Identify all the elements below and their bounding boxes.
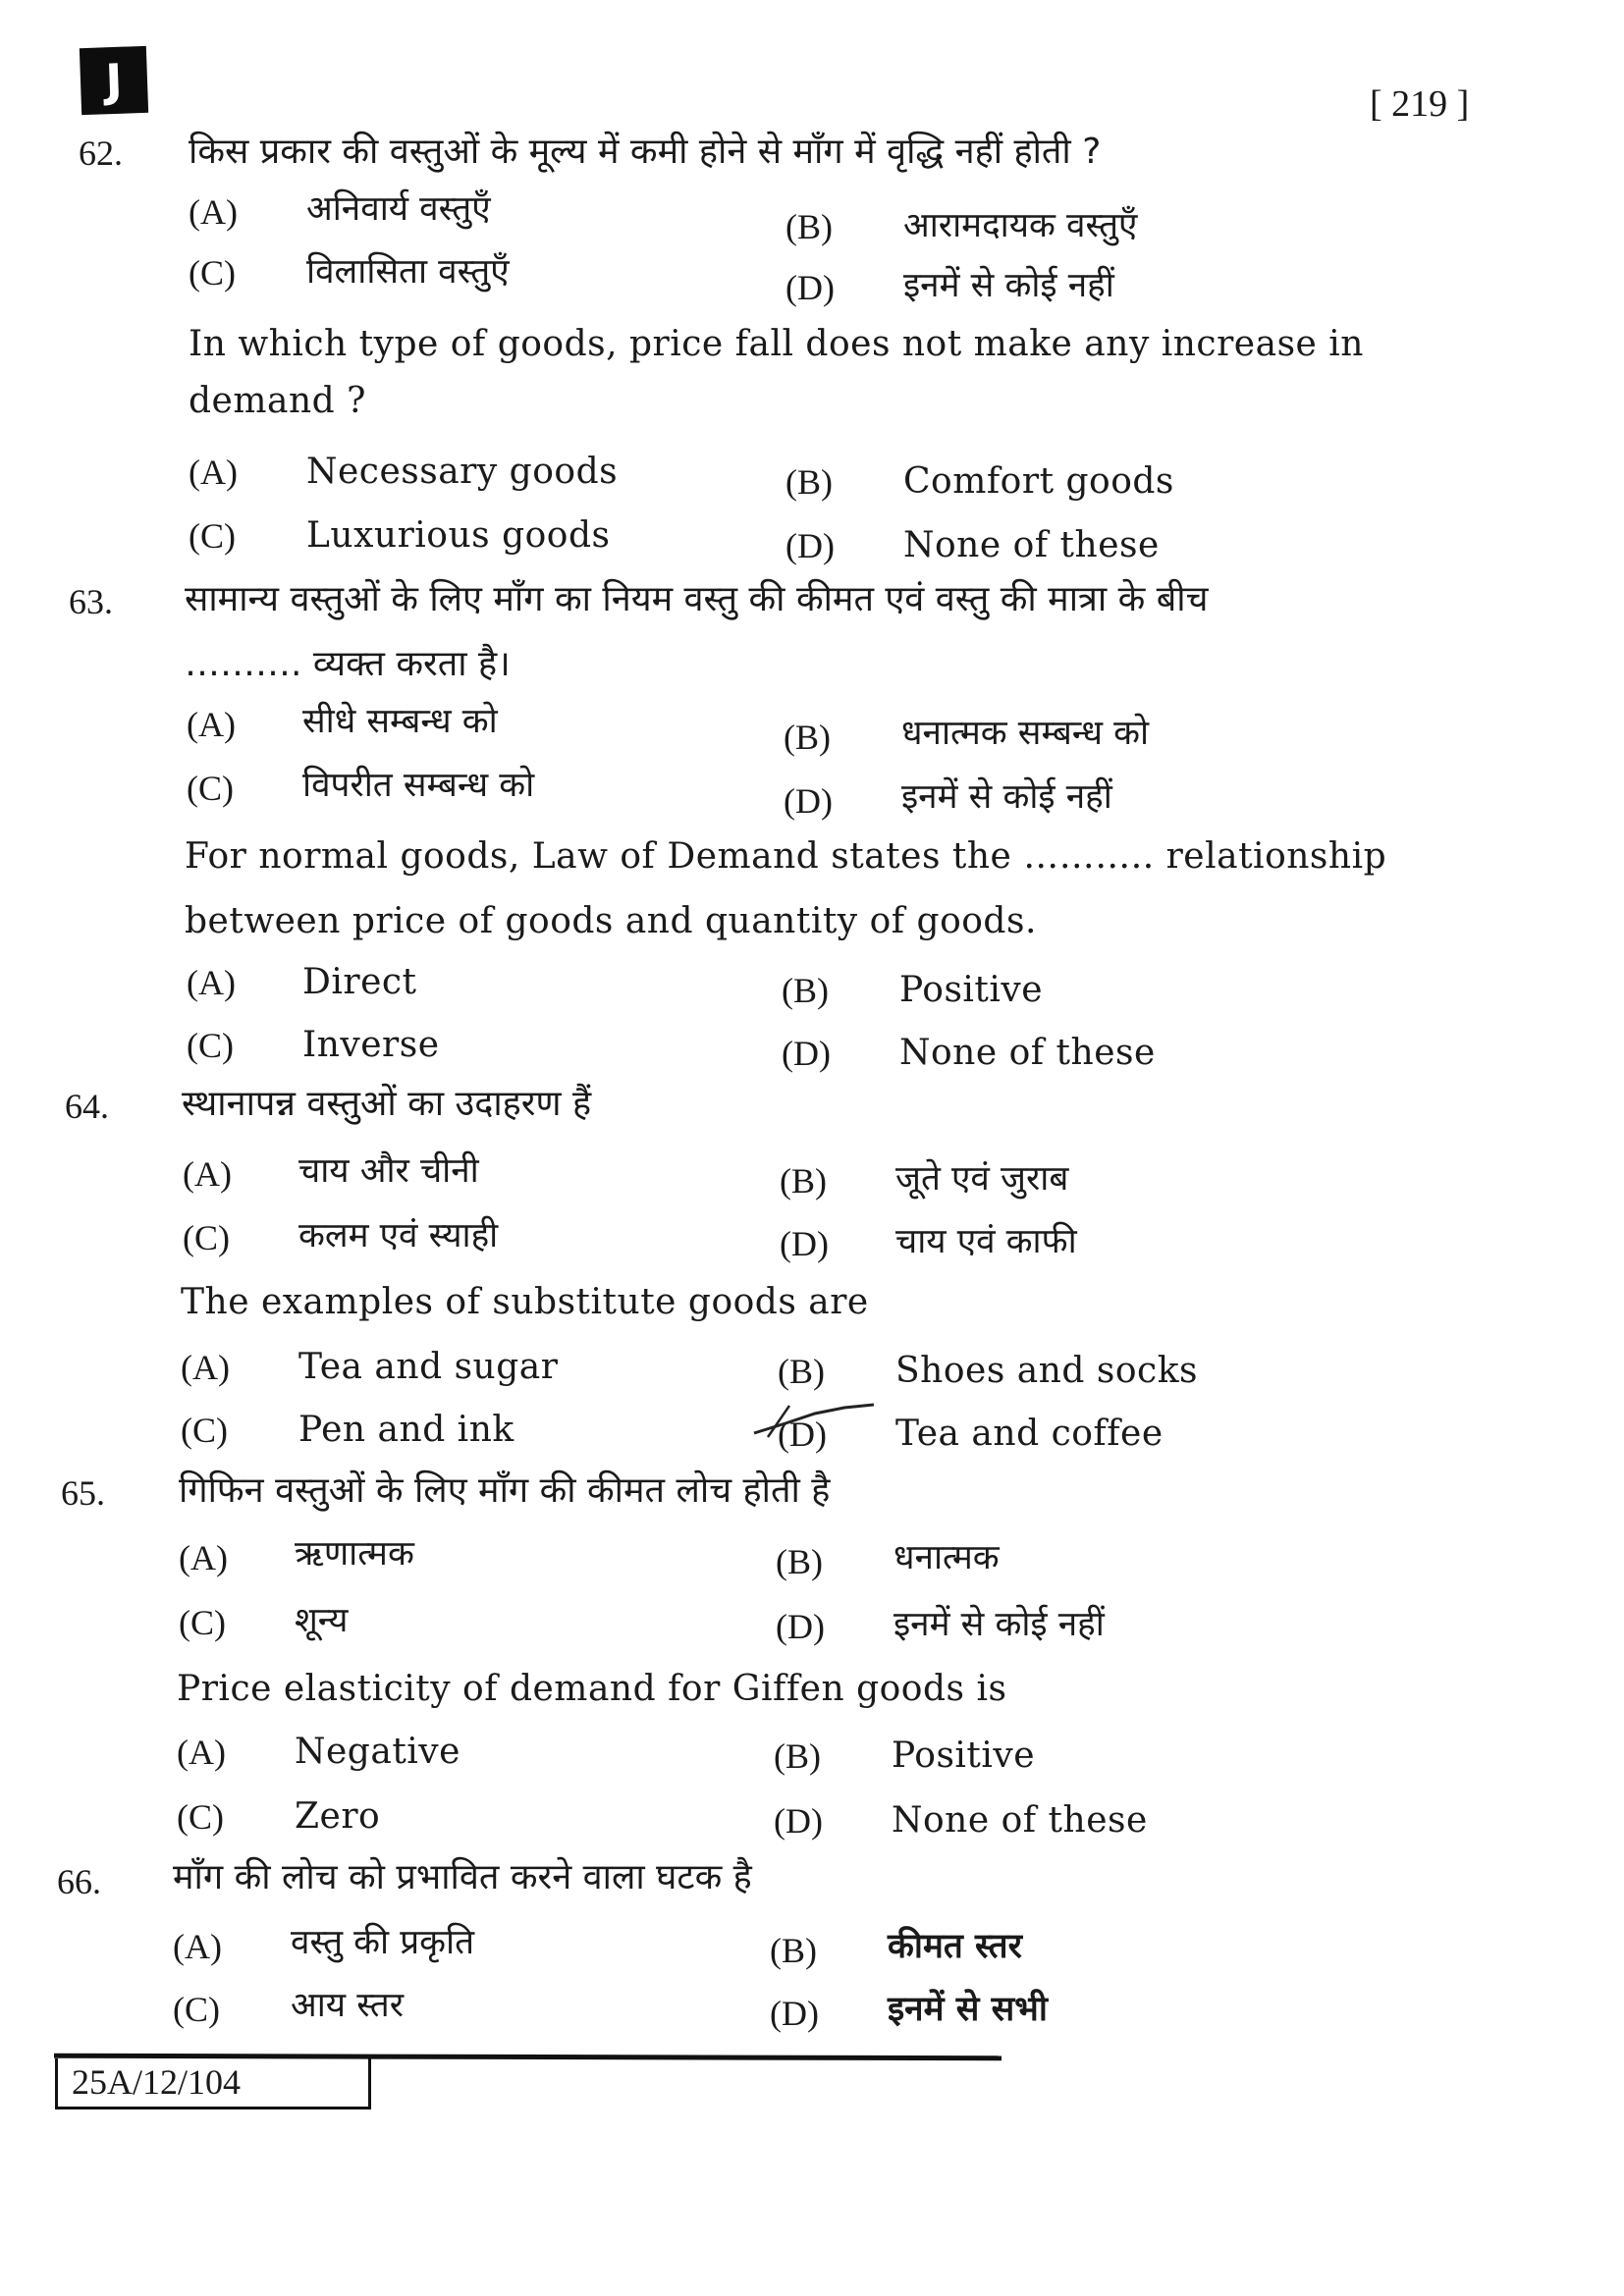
series-badge: J bbox=[80, 46, 148, 115]
option-b-english[interactable]: Positive bbox=[892, 1735, 1036, 1776]
option-label-b: (B) bbox=[780, 1161, 827, 1201]
option-d-hindi[interactable]: इनमें से कोई नहीं bbox=[901, 777, 1112, 817]
option-d-english[interactable]: Tea and coffee bbox=[895, 1414, 1164, 1454]
option-label-d: (D) bbox=[770, 1994, 819, 2033]
option-label-d: (D) bbox=[780, 1224, 829, 1263]
option-label-a: (A) bbox=[181, 1348, 230, 1387]
option-label-b: (B) bbox=[782, 971, 829, 1010]
option-c-english[interactable]: Pen and ink bbox=[298, 1410, 514, 1450]
option-label-d: (D) bbox=[785, 268, 835, 307]
option-label-b: (B) bbox=[785, 462, 833, 502]
option-a-hindi[interactable]: चाय और चीनी bbox=[298, 1151, 479, 1191]
option-label-c: (C) bbox=[183, 1218, 230, 1257]
question-number: 65. bbox=[61, 1473, 105, 1513]
question-text-english: The examples of substitute goods are bbox=[181, 1282, 869, 1322]
option-a-english[interactable]: Necessary goods bbox=[306, 452, 619, 492]
answer-mark-icon bbox=[746, 1402, 923, 1441]
option-label-d: (D) bbox=[784, 781, 833, 821]
option-d-hindi[interactable]: इनमें से कोई नहीं bbox=[903, 266, 1114, 305]
option-b-english[interactable]: Shoes and socks bbox=[895, 1351, 1198, 1391]
question-text-hindi: गिफिन वस्तुओं के लिए माँग की कीमत लोच होती है bbox=[179, 1470, 831, 1511]
question-text-english-line1: In which type of goods, price fall does not make any increase in bbox=[189, 324, 1364, 364]
option-b-english[interactable]: Comfort goods bbox=[903, 461, 1174, 502]
option-a-hindi[interactable]: ऋणात्मक bbox=[295, 1534, 414, 1574]
option-label-d: (D) bbox=[785, 526, 835, 565]
question-text-english-line2: between price of goods and quantity of goods. bbox=[185, 901, 1037, 941]
paper-code: 25A/12/104 bbox=[55, 2058, 371, 2109]
option-a-hindi[interactable]: वस्तु की प्रकृति bbox=[291, 1923, 475, 1962]
option-a-hindi[interactable]: अनिवार्य वस्तुएँ bbox=[306, 189, 491, 229]
option-d-english[interactable]: None of these bbox=[899, 1033, 1156, 1073]
question-number: 66. bbox=[57, 1862, 101, 1901]
option-c-hindi[interactable]: विलासिता वस्तुएँ bbox=[306, 252, 510, 292]
option-b-hindi[interactable]: धनात्मक bbox=[893, 1538, 1000, 1577]
option-label-c: (C) bbox=[189, 516, 236, 556]
option-a-english[interactable]: Direct bbox=[302, 962, 417, 1002]
option-label-a: (A) bbox=[187, 705, 236, 744]
option-a-hindi[interactable]: सीधे सम्बन्ध को bbox=[302, 702, 498, 741]
option-b-hindi[interactable]: धनात्मक सम्बन्ध को bbox=[901, 714, 1150, 753]
question-text-english-line1: For normal goods, Law of Demand states the ……….. relationship bbox=[185, 836, 1387, 877]
page-number: [ 219 ] bbox=[1370, 83, 1470, 125]
option-label-a: (A) bbox=[189, 192, 238, 232]
option-label-a: (A) bbox=[173, 1927, 222, 1966]
option-b-hindi[interactable]: कीमत स्तर bbox=[888, 1927, 1022, 1966]
option-c-english[interactable]: Zero bbox=[295, 1796, 381, 1837]
option-d-hindi[interactable]: इनमें से सभी bbox=[888, 1990, 1048, 2029]
question-text-english-line2: demand ? bbox=[189, 381, 366, 421]
option-label-c: (C) bbox=[187, 1026, 234, 1065]
option-label-d: (D) bbox=[778, 1415, 827, 1454]
option-d-hindi[interactable]: इनमें से कोई नहीं bbox=[893, 1605, 1105, 1644]
option-label-d: (D) bbox=[774, 1801, 823, 1841]
option-d-hindi[interactable]: चाय एवं काफी bbox=[895, 1222, 1077, 1261]
option-label-b: (B) bbox=[776, 1542, 823, 1581]
option-label-d: (D) bbox=[776, 1607, 825, 1646]
option-d-english[interactable]: None of these bbox=[903, 525, 1160, 565]
option-label-b: (B) bbox=[785, 207, 833, 246]
question-number: 63. bbox=[69, 582, 113, 621]
option-label-c: (C) bbox=[173, 1990, 220, 2029]
option-label-a: (A) bbox=[183, 1154, 232, 1194]
question-text-hindi-line2: ………. व्यक्त करता है। bbox=[185, 644, 511, 684]
option-label-a: (A) bbox=[179, 1538, 228, 1577]
option-label-c: (C) bbox=[179, 1603, 226, 1642]
question-text-hindi-line1: सामान्य वस्तुओं के लिए माँग का नियम वस्तु की कीमत एवं वस्तु की मात्रा के बीच bbox=[185, 579, 1209, 619]
option-c-hindi[interactable]: कलम एवं स्याही bbox=[298, 1216, 499, 1255]
option-c-hindi[interactable]: आय स्तर bbox=[291, 1986, 405, 2025]
option-label-c: (C) bbox=[189, 253, 236, 293]
option-label-b: (B) bbox=[778, 1352, 825, 1391]
question-number: 64. bbox=[65, 1087, 109, 1126]
option-label-a: (A) bbox=[189, 453, 238, 492]
option-b-english[interactable]: Positive bbox=[899, 970, 1044, 1010]
option-c-hindi[interactable]: शून्य bbox=[295, 1601, 349, 1640]
option-d-english[interactable]: None of these bbox=[892, 1800, 1148, 1841]
question-text-english: Price elasticity of demand for Giffen goods is bbox=[177, 1669, 1007, 1709]
option-c-english[interactable]: Luxurious goods bbox=[306, 515, 611, 556]
option-c-hindi[interactable]: विपरीत सम्बन्ध को bbox=[302, 766, 535, 805]
option-c-english[interactable]: Inverse bbox=[302, 1025, 440, 1065]
option-b-hindi[interactable]: आरामदायक वस्तुएँ bbox=[903, 206, 1138, 245]
option-label-c: (C) bbox=[177, 1797, 224, 1837]
option-label-c: (C) bbox=[187, 769, 234, 808]
question-number: 62. bbox=[79, 133, 123, 173]
option-label-c: (C) bbox=[181, 1411, 228, 1450]
option-label-a: (A) bbox=[177, 1733, 226, 1772]
option-a-english[interactable]: Negative bbox=[295, 1732, 460, 1772]
option-label-d: (D) bbox=[782, 1034, 831, 1073]
option-a-english[interactable]: Tea and sugar bbox=[298, 1347, 559, 1387]
question-text-hindi: माँग की लोच को प्रभावित करने वाला घटक है bbox=[173, 1857, 752, 1897]
option-label-b: (B) bbox=[784, 718, 831, 757]
option-label-b: (B) bbox=[770, 1931, 817, 1970]
question-text-hindi: स्थानापन्न वस्तुओं का उदाहरण हैं bbox=[182, 1084, 592, 1124]
option-label-b: (B) bbox=[774, 1736, 821, 1776]
option-b-hindi[interactable]: जूते एवं जुराब bbox=[895, 1159, 1069, 1199]
option-label-a: (A) bbox=[187, 963, 236, 1002]
question-text-hindi: किस प्रकार की वस्तुओं के मूल्य में कमी होने से माँग में वृद्धि नहीं होती ? bbox=[189, 132, 1102, 172]
